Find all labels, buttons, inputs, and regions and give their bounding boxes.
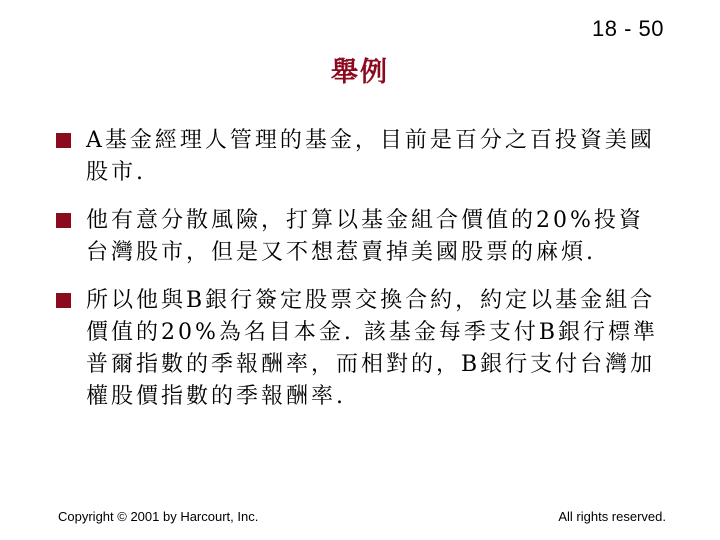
slide-number: 18 - 50: [592, 16, 664, 41]
bullet-item: [56, 285, 666, 413]
square-bullet-icon: [56, 213, 71, 228]
square-bullet-icon: [56, 293, 71, 308]
square-bullet-icon: [56, 133, 71, 148]
bullet-item: [56, 125, 666, 189]
slide-title: 舉例: [331, 57, 389, 88]
bullet-text: 所以他與B銀行簽定股票交換合約，約定以基金組合價值的20%為名目本金. 該基金每季支付B銀行標準普爾指數的季報酬率，而相對的，B銀行支付台灣加權股價指數的季報酬率.: [86, 288, 659, 409]
bullet-item: [56, 205, 666, 269]
bullet-text: A基金經理人管理的基金，目前是百分之百投資美國股市.: [86, 128, 655, 185]
bullet-list: [56, 125, 666, 429]
rights-notice: All rights reserved.: [558, 509, 666, 524]
bullet-text: 他有意分散風險，打算以基金組合價值的20%投資台灣股市，但是又不想惹賣掉美國股票的麻煩.: [86, 208, 644, 265]
copyright-notice: Copyright © 2001 by Harcourt, Inc.: [58, 509, 259, 524]
